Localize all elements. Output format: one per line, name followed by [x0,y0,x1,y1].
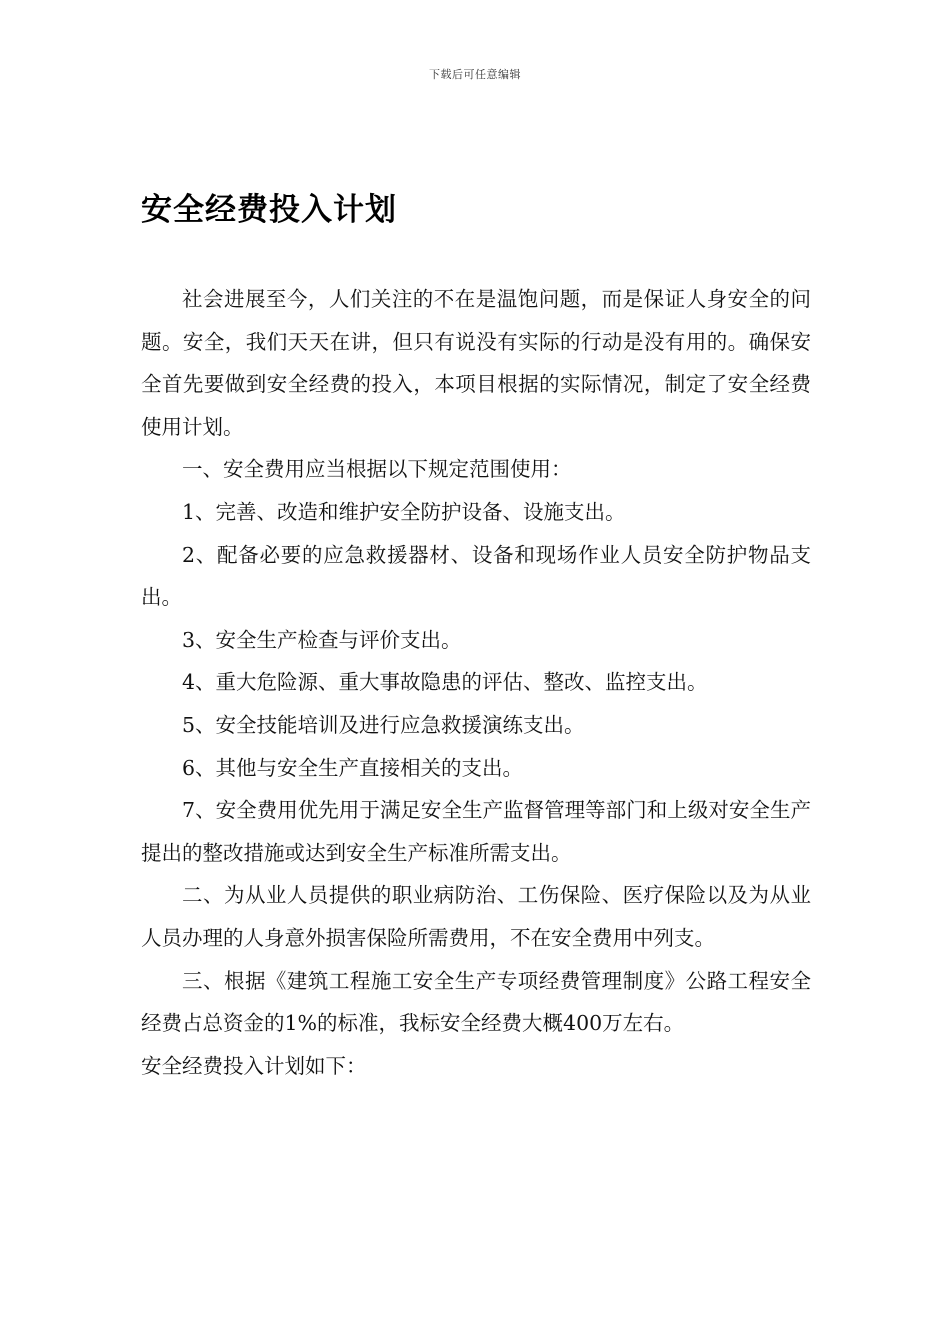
list-item: 3、安全生产检查与评价支出。 [182,627,462,652]
document-title: 安全经费投入计划 [141,192,397,228]
plan-intro-line: 安全经费投入计划如下： [141,1053,367,1078]
document-body [141,278,811,1087]
section-three-paragraph: 三、根据《建筑工程施工安全生产专项经费管理制度》公路工程安全经费占总资金的1%的标准，我标安全经费大概400万左右。 [141,968,811,1036]
section-one-heading: 一、安全费用应当根据以下规定范围使用： [182,457,572,482]
list-item: 5、安全技能培训及进行应急救援演练支出。 [182,712,585,737]
list-item: 4、重大危险源、重大事故隐患的评估、整改、监控支出。 [182,670,708,695]
section-two-paragraph: 二、为从业人员提供的职业病防治、工伤保险、医疗保险以及为从业人员办理的人身意外损害保险所需费用，不在安全费用中列支。 [141,883,811,950]
list-item: 1、完善、改造和维护安全防护设备、设施支出。 [182,499,626,524]
list-item: 6、其他与安全生产直接相关的支出。 [182,755,524,780]
list-item: 2、配备必要的应急救援器材、设备和现场作业人员安全防护物品支出。 [141,542,811,610]
intro-paragraph: 社会进展至今，人们关注的不在是温饱问题，而是保证人身安全的问题。安全，我们天天在讲，但只有说没有实际的行动是没有用的。确保安全首先要做到安全经费的投入，本项目根据的实际情况，制定了安全经费使用计划。 [141,287,811,439]
header-note: 下载后可任意编辑 [429,68,521,81]
list-item: 7、安全费用优先用于满足安全生产监督管理等部门和上级对安全生产提出的整改措施或达到安全生产标准所需支出。 [141,798,811,865]
